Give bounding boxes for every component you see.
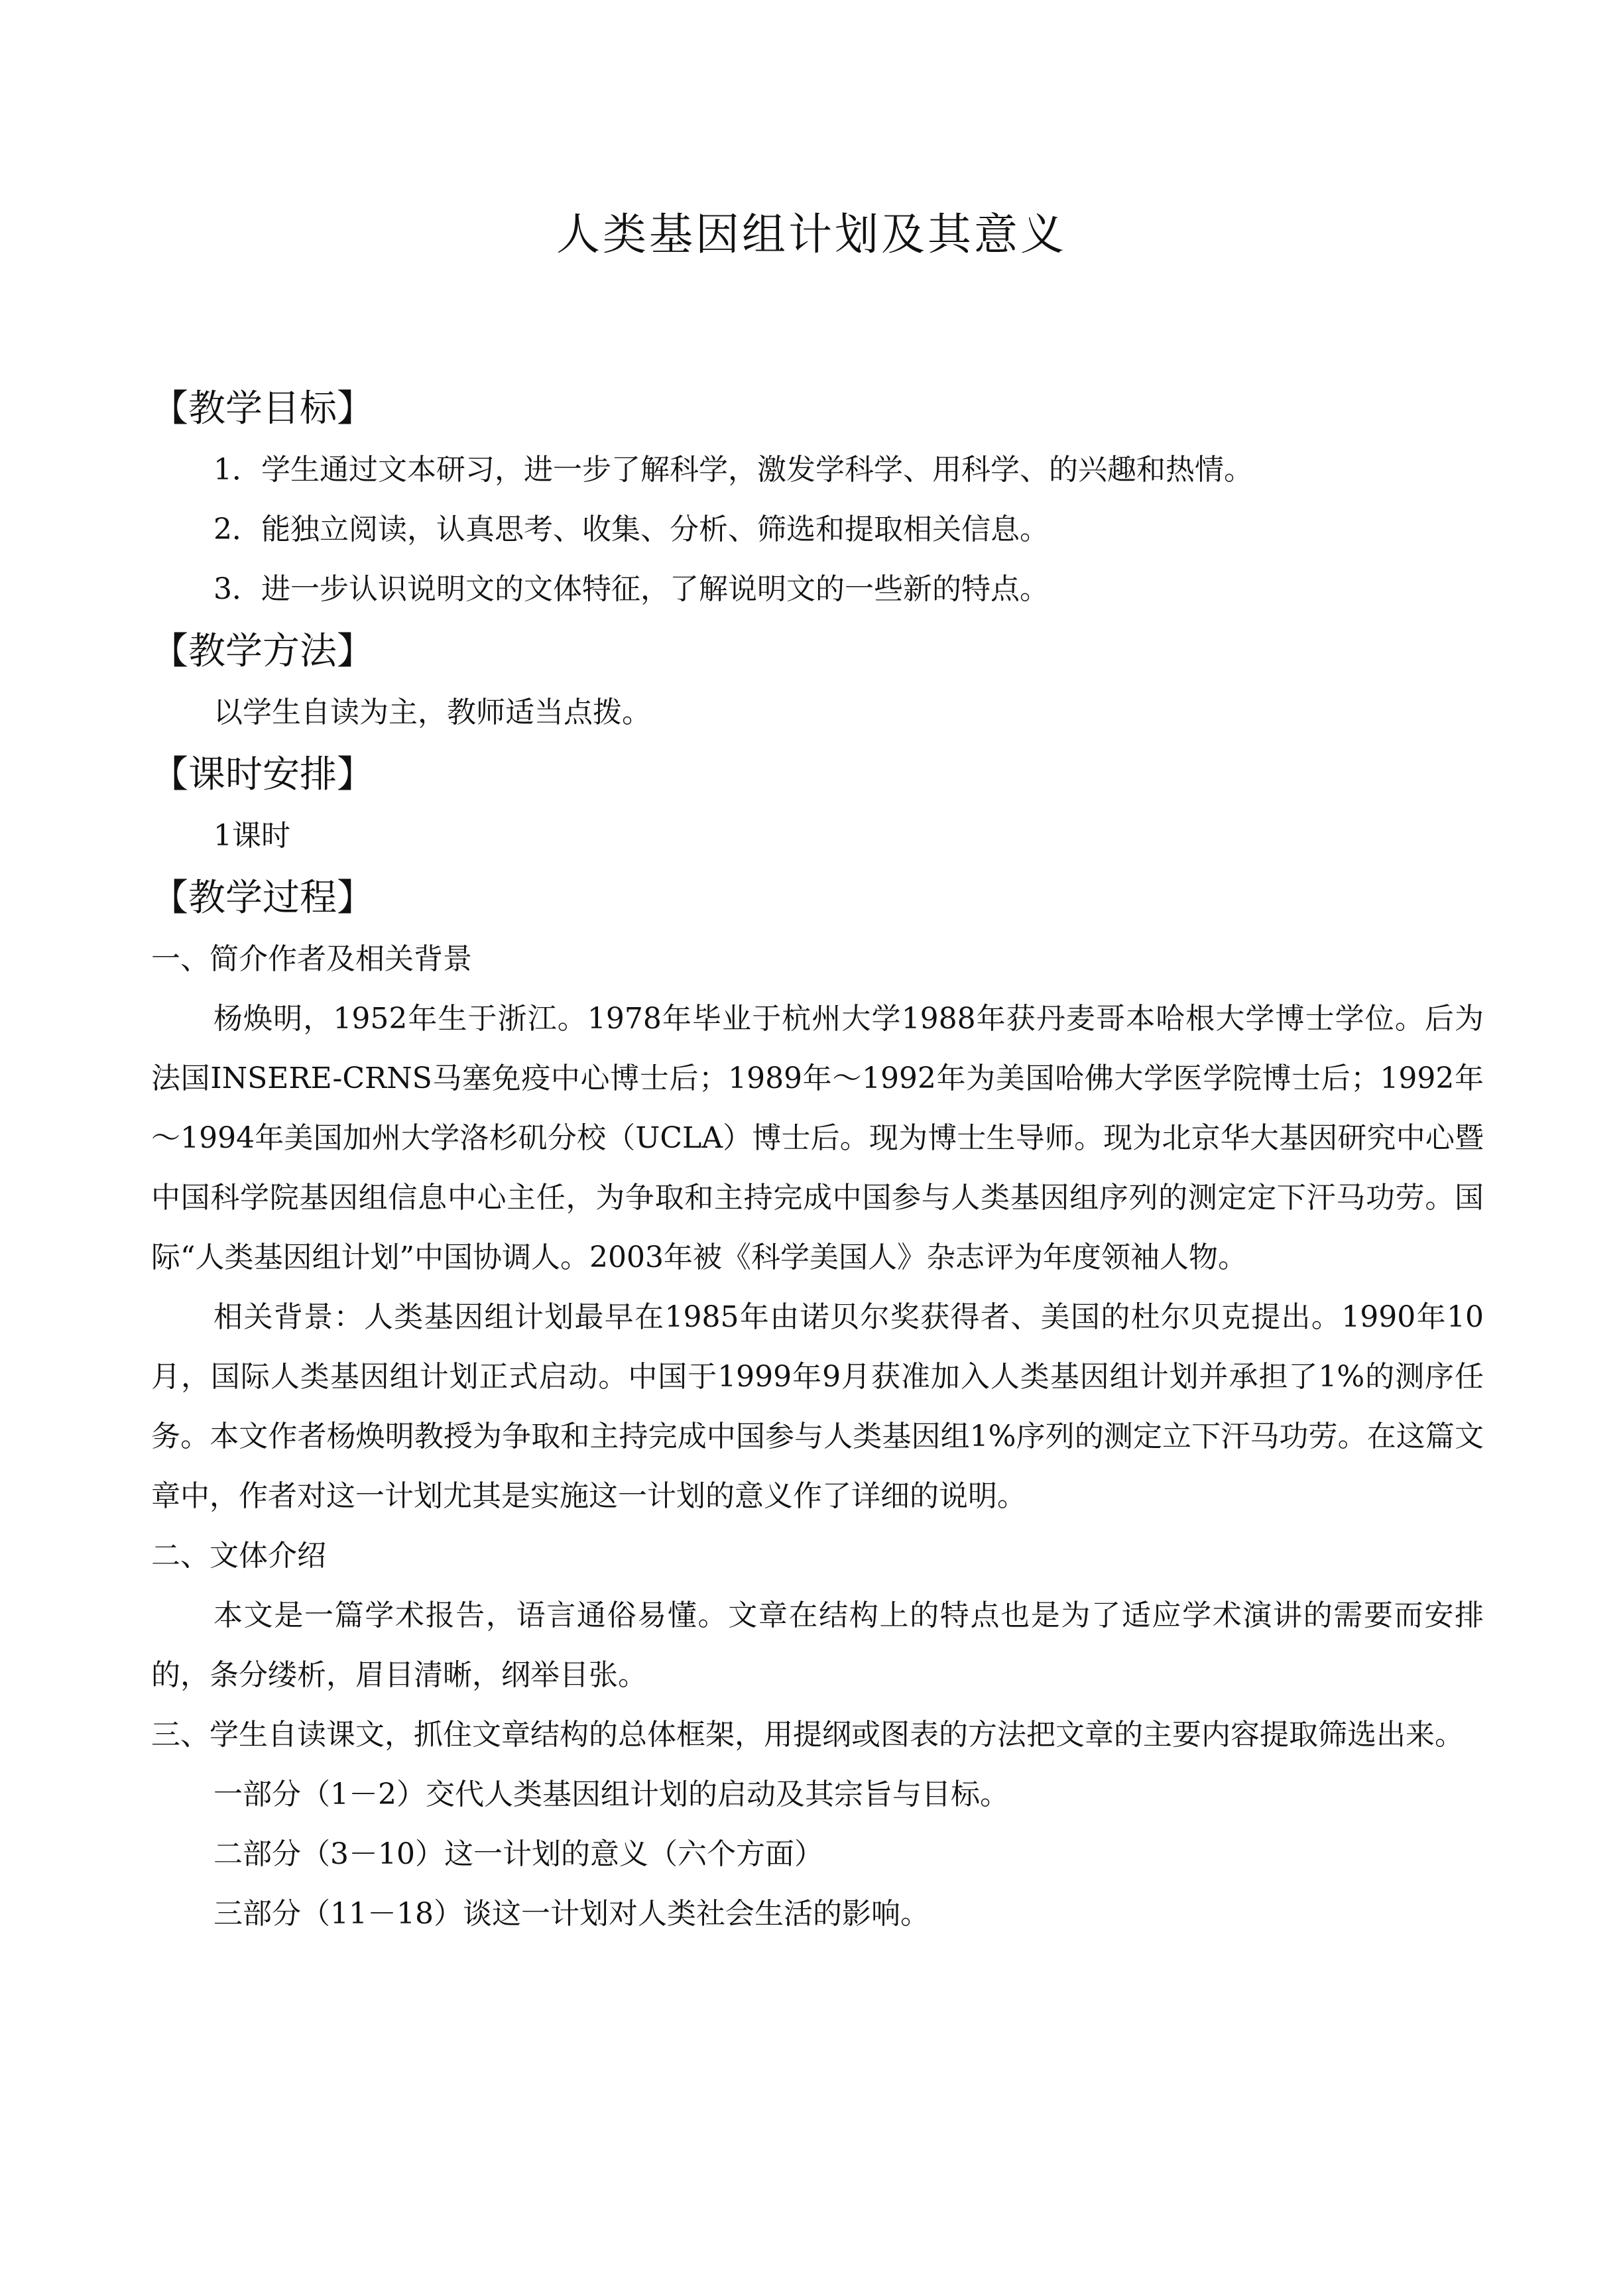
section-heading-goals: 【教学目标】 (151, 387, 374, 430)
section-heading-method: 【教学方法】 (151, 630, 374, 673)
part2-title: 二、文体介绍 (151, 1539, 326, 1573)
outline-item: 三部分（11－18）谈这一计划对人类社会生活的影响。 (213, 1897, 930, 1931)
background-paragraph: 相关背景：人类基因组计划最早在1985年由诺贝尔奖获得者、美国的杜尔贝克提出。1990年10月，国际人类基因组计划正式启动。中国于1999年9月获准加入人类基因组计划并承担了1%的测序任务。本文作者杨焕明教授为争取和主持完成中国参与人类基因组1%序列的测定立下汗马功劳。在这篇文章中，作者对这一计划尤其是实施这一计划的意义作了详细的说明。 (151, 1300, 1484, 1513)
part1-title: 一、简介作者及相关背景 (151, 942, 472, 976)
goal-item: 1．学生通过文本研习，进一步了解科学，激发学科学、用科学、的兴趣和热情。 (213, 453, 1253, 487)
genre-paragraph: 本文是一篇学术报告，语言通俗易懂。文章在结构上的特点也是为了适应学术演讲的需要而安排的，条分缕析，眉目清晰，纲举目张。 (151, 1599, 1484, 1692)
schedule-text: 1课时 (213, 819, 290, 853)
goal-item: 2．能独立阅读，认真思考、收集、分析、筛选和提取相关信息。 (213, 513, 1049, 546)
page-title: 人类基因组计划及其意义 (556, 209, 1067, 260)
section-heading-process: 【教学过程】 (151, 876, 374, 920)
goal-item: 3．进一步认识说明文的文体特征，了解说明文的一些新的特点。 (213, 572, 1049, 606)
part3-title: 三、学生自读课文，抓住文章结构的总体框架，用提纲或图表的方法把文章的主要内容提取筛选出来。 (151, 1718, 1464, 1752)
outline-item: 二部分（3－10）这一计划的意义（六个方面） (213, 1837, 823, 1871)
document-body (151, 377, 1484, 1944)
outline-item: 一部分（1－2）交代人类基因组计划的启动及其宗旨与目标。 (213, 1778, 1009, 1811)
method-text: 以学生自读为主，教师适当点拨。 (213, 695, 651, 729)
section-heading-schedule: 【课时安排】 (151, 753, 374, 796)
author-bio-paragraph: 杨焕明，1952年生于浙江。1978年毕业于杭州大学1988年获丹麦哥本哈根大学博士学位。后为法国INSERE-CRNS马塞免疫中心博士后；1989年～1992年为美国哈佛大学医学院博士后；1992年～1994年美国加州大学洛杉矶分校（UCLA）博士后。现为博士生导师。现为北京华大基因研究中心暨中国科学院基因组信息中心主任，为争取和主持完成中国参与人类基因组序列的测定定下汗马功劳。国际“人类基因组计划”中国协调人。2003年被《科学美国人》杂志评为年度领袖人物。 (151, 1002, 1484, 1274)
